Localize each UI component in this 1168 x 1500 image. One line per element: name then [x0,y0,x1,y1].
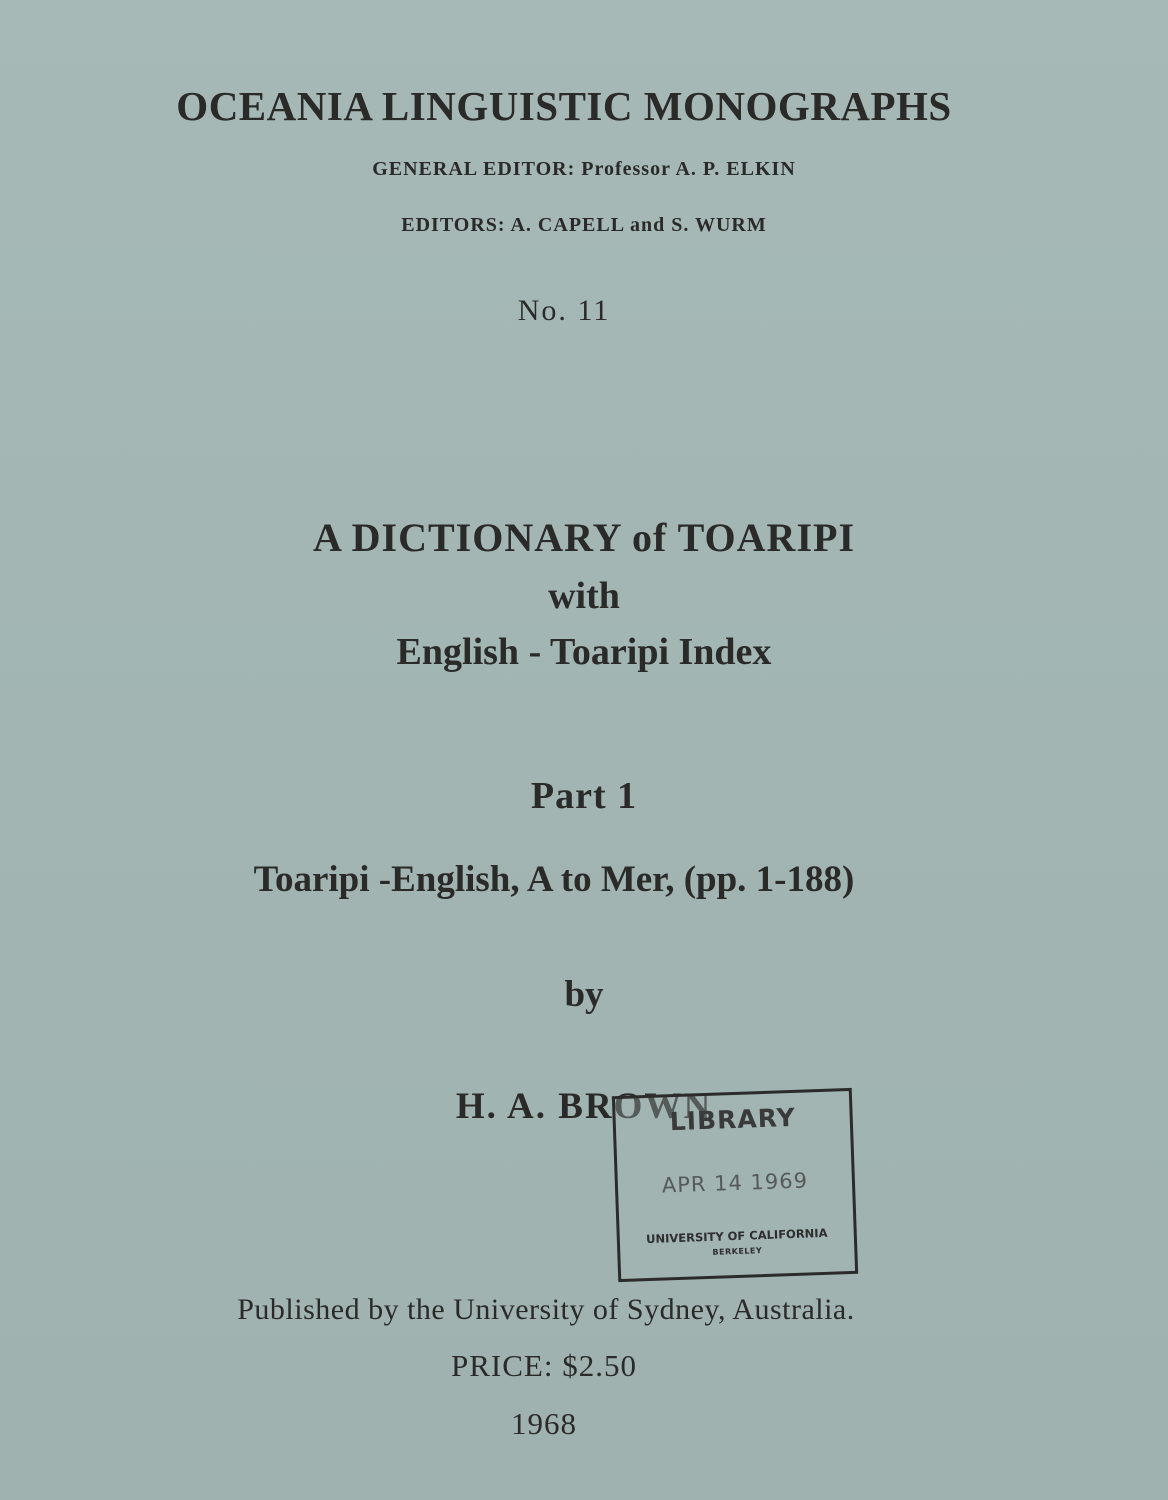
publication-year: 1968 [511,1406,577,1441]
book-subtitle: English - Toaripi Index [396,631,772,673]
stamp-university: UNIVERSITY OF CALIFORNIA [645,1225,828,1247]
monograph-number: No. 11 [517,294,611,327]
price-line: PRICE: $2.50 [451,1348,637,1383]
part-range: Toaripi -English, A to Mer, (pp. 1-188) [253,859,855,900]
editors-line: EDITORS: A. CAPELL and S. WURM [401,214,767,236]
by-label: by [564,974,604,1015]
series-title: OCEANIA LINGUISTIC MONOGRAPHS [176,83,952,129]
library-stamp [612,1088,858,1282]
stamp-date: APR 14 1969 [661,1168,809,1198]
publisher-line: Published by the University of Sydney, Australia. [237,1293,855,1326]
book-title: A DICTIONARY of TOARIPI [312,515,856,560]
part-label: Part 1 [530,775,638,817]
stamp-city: BERKELEY [712,1246,763,1257]
general-editor-line: GENERAL EDITOR: Professor A. P. ELKIN [372,158,796,180]
book-title-with: with [548,575,620,617]
author-name: H. A. BROWN [455,1086,713,1127]
stamp-library-text: LIBRARY [669,1102,797,1137]
